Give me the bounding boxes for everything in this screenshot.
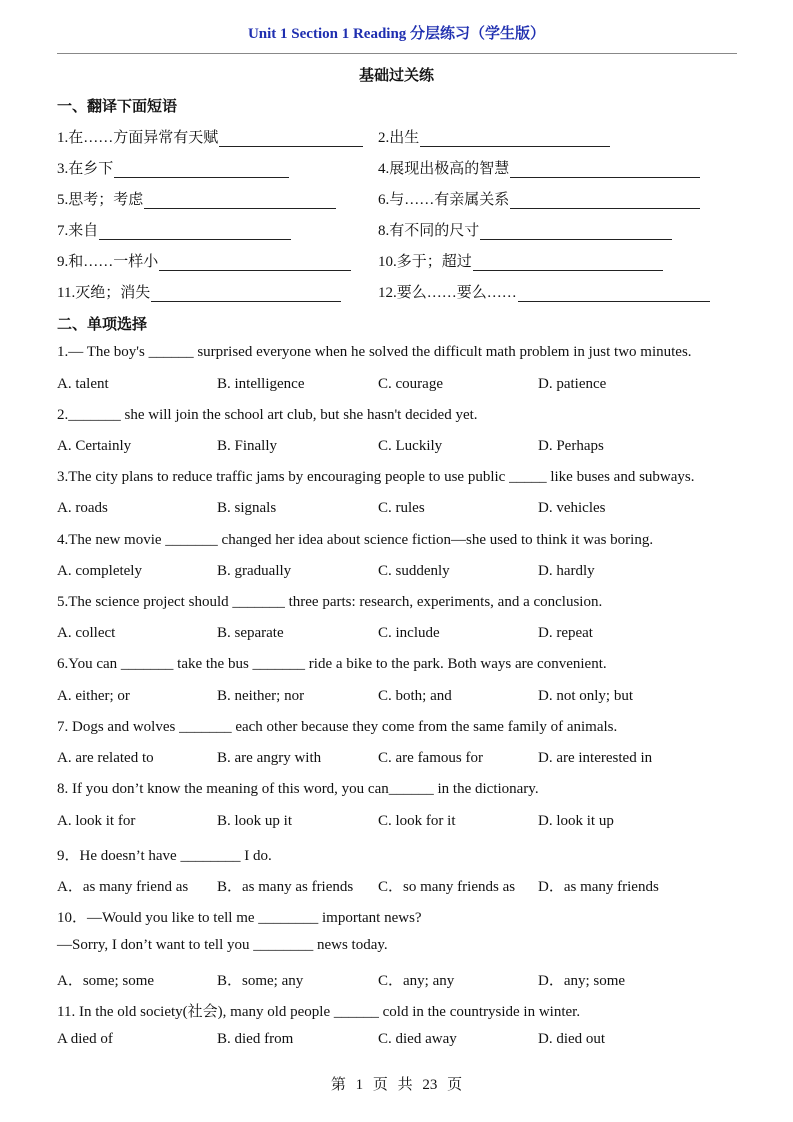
phrase-row [57,281,747,301]
answer-blank[interactable] [159,256,351,271]
option-d[interactable]: D. vehicles [538,500,606,516]
header-divider [57,53,737,54]
option-b[interactable]: B. neither; nor [217,688,305,704]
option-d[interactable]: D. look it up [538,813,614,829]
phrase-label: 12.要么……要么…… [378,285,517,301]
phrase-label: 8.有不同的尺寸 [378,223,480,239]
question-stem: 3.The city plans to reduce traffic jams by encouraging people to use public _____ like buses and subways. [57,469,695,485]
answer-blank[interactable] [420,132,610,147]
question-stem: 7. Dogs and wolves _______ each other because they come from the same family of animals. [57,719,618,735]
answer-blank[interactable] [480,225,672,240]
option-b[interactable]: B. signals [217,500,277,516]
answer-blank[interactable] [510,194,700,209]
option-d[interactable]: D. repeat [538,625,593,641]
option-b[interactable]: B. separate [217,625,284,641]
option-b[interactable]: B．some; any [217,973,304,989]
option-b[interactable]: B. gradually [217,563,292,579]
phrase-row [57,250,747,270]
question-stem: 9．He doesn’t have ________ I do. [57,848,272,864]
answer-blank[interactable] [518,287,710,302]
phrase-label: 3.在乡下 [57,161,114,177]
question-stem: 6.You can _______ take the bus _______ ride a bike to the park. Both ways are convenient. [57,656,607,672]
answer-blank[interactable] [144,194,336,209]
option-a[interactable]: A．as many friend as [57,879,189,895]
phrase-label: 7.来自 [57,223,99,239]
option-b[interactable]: B．as many as friends [217,879,354,895]
answer-blank[interactable] [114,163,289,178]
phrase-label: 11.灭绝；消失 [57,285,151,301]
option-b[interactable]: B. are angry with [217,750,322,766]
option-c[interactable]: C. suddenly [378,563,450,579]
option-d[interactable]: D．as many friends [538,879,659,895]
option-d[interactable]: D. are interested in [538,750,653,766]
option-c[interactable]: C. include [378,625,440,641]
option-d[interactable]: D. patience [538,376,607,392]
option-a[interactable]: A. look it for [57,813,136,829]
option-c[interactable]: C. rules [378,500,425,516]
option-a[interactable]: A. collect [57,625,116,641]
option-a[interactable]: A. roads [57,500,108,516]
phrase-row [57,126,747,146]
option-d[interactable]: D. died out [538,1031,606,1047]
question-stem-line2: —Sorry, I don’t want to tell you ________ news today. [57,937,388,953]
phrase-label: 10.多于；超过 [378,254,472,270]
option-b[interactable]: B. intelligence [217,376,305,392]
option-a[interactable]: A. Certainly [57,438,132,454]
option-d[interactable]: D. Perhaps [538,438,604,454]
phrase-label: 4.展现出极高的智慧 [378,161,510,177]
option-d[interactable]: D. not only; but [538,688,634,704]
question-stem: 8. If you don’t know the meaning of this word, you can______ in the dictionary. [57,781,539,797]
question-stem: 1.— The boy's ______ surprised everyone when he solved the difficult math problem in just two minutes. [57,344,692,360]
option-a[interactable]: A. are related to [57,750,154,766]
answer-blank[interactable] [151,287,341,302]
option-b[interactable]: B. died from [217,1031,294,1047]
question-stem: 11. In the old society(社会), many old people ______ cold in the countryside in winter. [57,1004,581,1020]
option-d[interactable]: D. hardly [538,563,595,579]
option-c[interactable]: C. Luckily [378,438,443,454]
phrase-row [57,219,747,239]
option-d[interactable]: D．any; some [538,973,626,989]
option-c[interactable]: C．so many friends as [378,879,516,895]
option-a[interactable]: A. talent [57,376,109,392]
option-b[interactable]: B. Finally [217,438,278,454]
option-c[interactable]: C. died away [378,1031,457,1047]
answer-blank[interactable] [510,163,700,178]
option-b[interactable]: B. look up it [217,813,293,829]
answer-blank[interactable] [99,225,291,240]
option-a[interactable]: A．some; some [57,973,155,989]
phrase-label: 9.和……一样小 [57,254,159,270]
option-a[interactable]: A. either; or [57,688,130,704]
answer-blank[interactable] [473,256,663,271]
question-stem: 2._______ she will join the school art club, but she hasn't decided yet. [57,407,478,423]
section2-title: 二、单项选择 [57,317,148,333]
option-a[interactable]: A died of [57,1031,113,1047]
question-stem: 10．—Would you like to tell me ________ important news? [57,910,422,926]
page-footer: 第 1 页 共 23 页 [330,1077,463,1093]
option-c[interactable]: C. courage [378,376,443,392]
question-stem: 4.The new movie _______ changed her idea about science fiction—she used to think it was boring. [57,532,654,548]
question-stem: 5.The science project should _______ three parts: research, experiments, and a conclusion. [57,594,603,610]
phrase-row [57,188,747,208]
option-c[interactable]: C. are famous for [378,750,483,766]
option-c[interactable]: C. both; and [378,688,452,704]
document-header: Unit 1 Section 1 Reading 分层练习（学生版） [247,26,546,42]
section1-title: 一、翻译下面短语 [57,99,178,115]
phrase-row [57,157,747,177]
phrase-label: 1.在……方面异常有天赋 [57,130,219,146]
option-c[interactable]: C. look for it [378,813,456,829]
answer-blank[interactable] [219,132,363,147]
phrase-label: 2.出生 [378,130,420,146]
phrase-label: 6.与……有亲属关系 [378,192,510,208]
page-subtitle: 基础过关练 [358,68,434,84]
option-a[interactable]: A. completely [57,563,142,579]
phrase-label: 5.思考；考虑 [57,192,144,208]
option-c[interactable]: C．any; any [378,973,455,989]
